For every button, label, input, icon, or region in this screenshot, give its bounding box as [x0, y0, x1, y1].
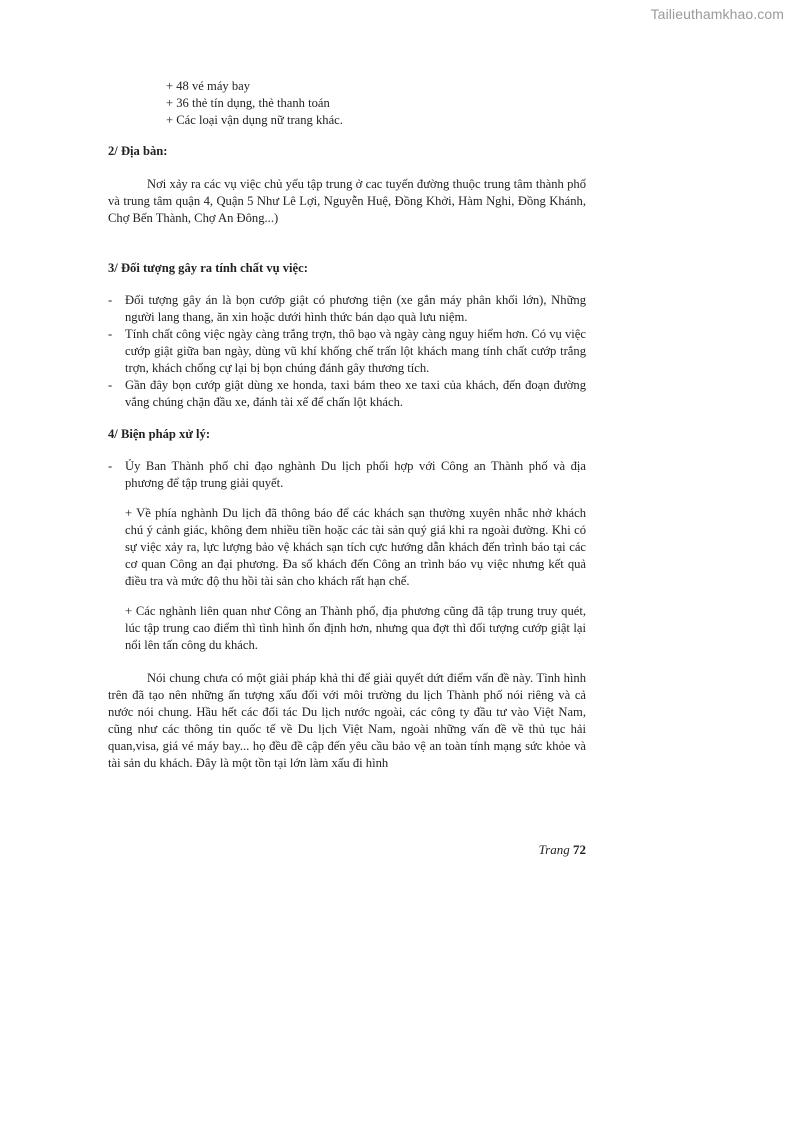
page-footer — [108, 842, 586, 858]
section-4-sub-1: + Về phía nghành Du lịch đã thông báo để các khách sạn thường xuyên nhắc nhở khách chú ý cảnh giác, không đem nhiều tiền hoặc các tài sản quý giá khi ra ngoài đường. Khi có sự việc xảy ra, lực lượng bảo vệ khách sạn tích cực hướng dẫn khách đến trình báo tại các cơ quan Công an đại phương. Đa số khách đến Công an trình báo vụ việc nhưng kết quả điều tra và mức độ thu hồi tài sản cho khách rất hạn chế. — [125, 506, 586, 588]
list-item: - Tính chất công việc ngày càng trắng trợn, thô bạo và ngày càng nguy hiểm hơn. Có vụ việc cướp giật giữa ban ngày, dùng vũ khí khống chế trấn lột khách mang tính chất cướp trắng trợn, khách chống cự lại bị bọn chúng đánh gây thương tích. — [108, 326, 586, 377]
list-item: - Gần đây bọn cướp giật dùng xe honda, taxi bám theo xe taxi của khách, đến đoạn đường vắng chúng chặn đầu xe, đánh tài xế để chấn lột khách. — [108, 377, 586, 411]
section-4-sub-2: + Các nghành liên quan như Công an Thành phố, địa phương cũng đã tập trung truy quét, lúc tập trung cao điểm thì tình hình ổn định hơn, nhưng qua đợt thì đối tượng cướp giật lại nổi lên tấn công du khách. — [125, 604, 586, 652]
page-number: 72 — [573, 842, 586, 857]
list-item: + Các loại vận dụng nữ trang khác. — [166, 113, 343, 127]
list-item: - Đối tượng gây án là bọn cướp giật có phương tiện (xe gắn máy phân khối lớn), Những người lang thang, ăn xin hoặc dưới hình thức bán dạo quà lưu niệm. — [108, 292, 586, 326]
section-2-heading: 2/ Địa bàn: — [108, 144, 168, 158]
section-2-paragraph: Nơi xảy ra các vụ việc chủ yếu tập trung ở cac tuyến đường thuộc trung tâm thành phố và trung tâm quận 4, Quận 5 Như Lê Lợi, Nguyễn Huệ, Đồng Khởi, Hàm Nghi, Đồng Khánh, Chợ Bến Thành, Chợ An Đông...) — [108, 177, 586, 225]
page-label: Trang — [538, 842, 570, 857]
section-3-heading: 3/ Đối tượng gây ra tính chất vụ việc: — [108, 261, 308, 275]
list-item: + 36 thẻ tín dụng, thẻ thanh toán — [166, 96, 330, 110]
section-4-heading: 4/ Biện pháp xử lý: — [108, 427, 211, 441]
list-item: - Ủy Ban Thành phố chỉ đạo nghành Du lịch phối hợp với Công an Thành phố và địa phương để tập trung giải quyết. — [108, 458, 586, 492]
page-content — [108, 78, 586, 772]
section-3-list — [108, 292, 586, 411]
conclusion-paragraph: Nói chung chưa có một giải pháp khả thi để giải quyết dứt điểm vấn đề này. Tình hình trên đã tạo nên những ấn tượng xấu đối với môi trường du lịch Thành phố nói riêng và cả nước nói chung. Hầu hết các đối tác Du lịch nước ngoài, các công ty đầu tư vào Việt Nam, cũng như các thông tin quốc tế về Du lịch Việt Nam, ngoài những vấn đề về thủ tục hải quan,visa, giá vé máy bay... họ đều đề cập đến yêu cầu bảo vệ an toàn tính mạng sức khỏe và tài sản du khách. Đây là một tồn tại lớn làm xấu đi hình — [108, 671, 586, 770]
list-item: + 48 vé máy bay — [166, 79, 251, 93]
watermark: Tailieuthamkhao.com — [650, 6, 784, 22]
bullet-list — [166, 78, 586, 129]
